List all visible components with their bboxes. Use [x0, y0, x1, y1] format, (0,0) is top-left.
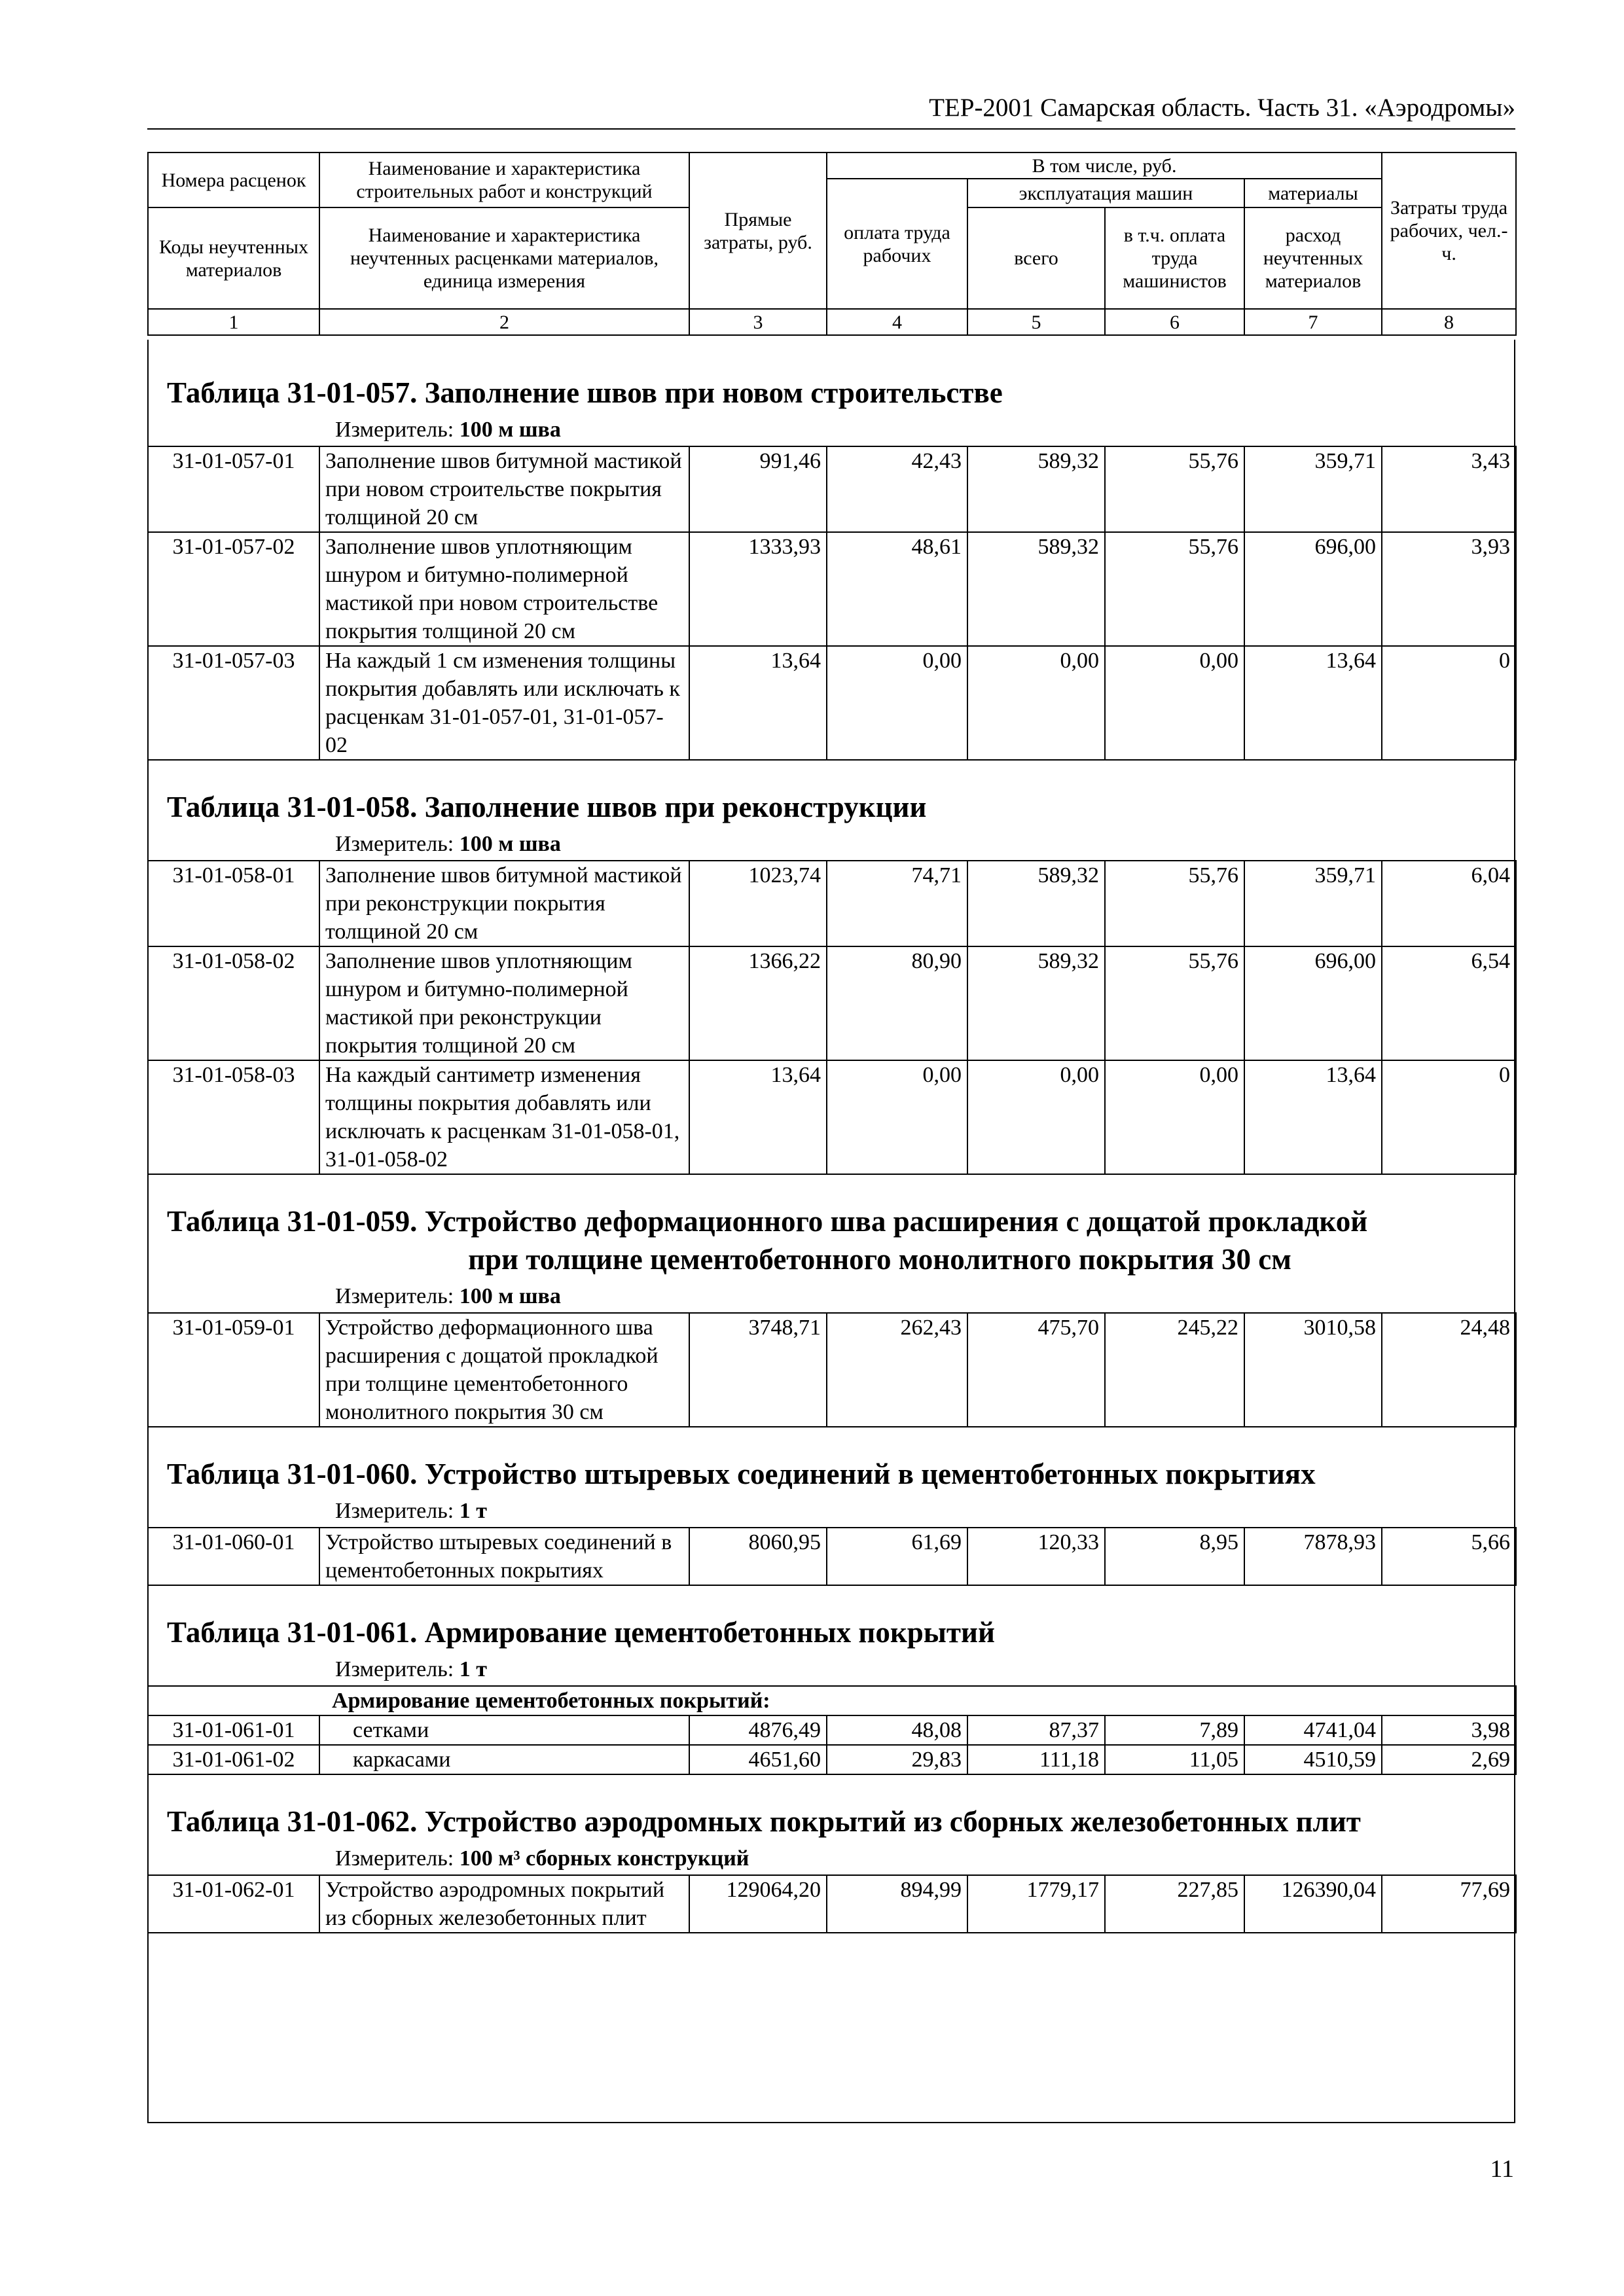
machinist-pay: 11,05: [1105, 1745, 1244, 1774]
direct-costs: 3748,71: [689, 1313, 827, 1427]
column-number: 6: [1105, 309, 1244, 335]
table-row: [148, 1060, 1516, 1174]
worker-pay: 74,71: [827, 861, 967, 946]
rates-table: [147, 446, 1517, 761]
direct-costs: 129064,20: [689, 1875, 827, 1933]
measure-value: 100 м шва: [459, 418, 561, 442]
measure-value: 1 т: [459, 1499, 487, 1523]
col7-header: расход неучтенных материалов: [1244, 207, 1382, 309]
labor-hours: 0: [1382, 1060, 1516, 1174]
measure-line: [335, 417, 1514, 443]
materials-cost: 13,64: [1244, 646, 1382, 760]
materials-cost: 3010,58: [1244, 1313, 1382, 1427]
rate-name: каркасами: [319, 1745, 689, 1774]
column-number: 1: [148, 309, 319, 335]
worker-pay: 61,69: [827, 1528, 967, 1585]
section-title: [167, 1202, 1514, 1278]
worker-pay: 0,00: [827, 1060, 967, 1174]
measure-value: 100 м шва: [459, 1284, 561, 1308]
labor-hours: 3,98: [1382, 1715, 1516, 1745]
rate-code: 31-01-057-02: [148, 532, 319, 646]
measure-line: [335, 1657, 1514, 1683]
rate-code: 31-01-061-02: [148, 1745, 319, 1774]
rate-name: Заполнение швов уплотняющим шнуром и битумно-полимерной мастикой при реконструкции покрытия толщиной 20 см: [319, 946, 689, 1060]
direct-costs: 991,46: [689, 446, 827, 532]
measure-value: 100 м³ сборных конструкций: [459, 1846, 749, 1871]
col2-bottom-header: Наименование и характеристика неучтенных расценками материалов, единица измерения: [319, 207, 689, 309]
col1-top-header: Номера расценок: [148, 152, 319, 207]
rate-code: 31-01-058-02: [148, 946, 319, 1060]
labor-hours: 6,54: [1382, 946, 1516, 1060]
page-header-title: ТЕР-2001 Самарская область. Часть 31. «Аэродромы»: [929, 94, 1515, 122]
materials-cost: 696,00: [1244, 946, 1382, 1060]
rates-table: [147, 1874, 1517, 1933]
section-title: Таблица 31-01-060. Устройство штыревых соединений в цементобетонных покрытиях: [167, 1458, 1316, 1490]
page-number: 11: [1490, 2155, 1514, 2183]
section-title: Таблица 31-01-057. Заполнение швов при новом строительстве: [167, 376, 1003, 409]
worker-pay: 48,08: [827, 1715, 967, 1745]
labor-hours: 24,48: [1382, 1313, 1516, 1427]
machinist-pay: 7,89: [1105, 1715, 1244, 1745]
machines-header: эксплуатация машин: [967, 179, 1244, 207]
rate-name: Заполнение швов битумной мастикой при реконструкции покрытия толщиной 20 см: [319, 861, 689, 946]
section-title-line1: Таблица 31-01-059. Устройство деформационного шва расширения с дощатой прокладкой: [167, 1205, 1368, 1238]
section-title: Таблица 31-01-062. Устройство аэродромных покрытий из сборных железобетонных плит: [167, 1805, 1361, 1838]
table-row: [148, 946, 1516, 1060]
measure-line: [335, 1283, 1514, 1310]
materials-header: материалы: [1244, 179, 1382, 207]
rates-content: [147, 340, 1515, 2123]
machinist-pay: 55,76: [1105, 861, 1244, 946]
section-title: Таблица 31-01-061. Армирование цементобетонных покрытий: [167, 1616, 995, 1649]
header-divider: [147, 128, 1515, 130]
labor-hours: 5,66: [1382, 1528, 1516, 1585]
labor-hours: 0: [1382, 646, 1516, 760]
direct-costs: 1023,74: [689, 861, 827, 946]
measure-label: Измеритель:: [335, 418, 454, 442]
worker-pay: 80,90: [827, 946, 967, 1060]
rate-name: Устройство штыревых соединений в цементобетонных покрытиях: [319, 1528, 689, 1585]
labor-hours: 6,04: [1382, 861, 1516, 946]
worker-pay: 29,83: [827, 1745, 967, 1774]
rate-code: 31-01-058-01: [148, 861, 319, 946]
worker-pay: 42,43: [827, 446, 967, 532]
column-number: 7: [1244, 309, 1382, 335]
machinist-pay: 227,85: [1105, 1875, 1244, 1933]
machinist-pay: 245,22: [1105, 1313, 1244, 1427]
materials-cost: 359,71: [1244, 861, 1382, 946]
table-row: [148, 1715, 1516, 1745]
col5-header: всего: [967, 207, 1105, 309]
worker-pay: 0,00: [827, 646, 967, 760]
measure-label: Измеритель:: [335, 832, 454, 856]
direct-costs: 1366,22: [689, 946, 827, 1060]
column-number: 8: [1382, 309, 1516, 335]
section-title: Таблица 31-01-058. Заполнение швов при реконструкции: [167, 791, 927, 823]
materials-cost: 7878,93: [1244, 1528, 1382, 1585]
rate-name: На каждый 1 см изменения толщины покрытия добавлять или исключать к расценкам 31-01-057-01, 31-01-057-02: [319, 646, 689, 760]
rate-code: 31-01-057-01: [148, 446, 319, 532]
column-number: 5: [967, 309, 1105, 335]
rate-name: На каждый сантиметр изменения толщины покрытия добавлять или исключать к расценкам 31-01-058-01, 31-01-058-02: [319, 1060, 689, 1174]
machines-total: 120,33: [967, 1528, 1105, 1585]
column-number: 2: [319, 309, 689, 335]
col8-header: Затраты труда рабочих, чел.-ч.: [1382, 152, 1516, 309]
measure-label: Измеритель:: [335, 1284, 454, 1308]
col4-header: оплата труда рабочих: [827, 179, 967, 309]
rate-name: Устройство деформационного шва расширения с дощатой прокладкой при толщине цементобетонного монолитного покрытия 30 см: [319, 1313, 689, 1427]
measure-label: Измеритель:: [335, 1846, 454, 1871]
direct-costs: 13,64: [689, 1060, 827, 1174]
rates-table: [147, 1527, 1517, 1586]
materials-cost: 126390,04: [1244, 1875, 1382, 1933]
machines-total: 87,37: [967, 1715, 1105, 1745]
column-header-table: [147, 152, 1517, 336]
col6-header: в т.ч. оплата труда машинистов: [1105, 207, 1244, 309]
rate-code: 31-01-062-01: [148, 1875, 319, 1933]
rate-code: 31-01-057-03: [148, 646, 319, 760]
worker-pay: 894,99: [827, 1875, 967, 1933]
group-heading: Армирование цементобетонных покрытий:: [148, 1686, 1516, 1715]
labor-hours: 3,43: [1382, 446, 1516, 532]
rates-table: [147, 1685, 1517, 1775]
direct-costs: 13,64: [689, 646, 827, 760]
rate-name: Устройство аэродромных покрытий из сборных железобетонных плит: [319, 1875, 689, 1933]
table-row: [148, 1875, 1516, 1933]
column-number-row: [148, 309, 1516, 335]
group-heading-row: [148, 1686, 1516, 1715]
machinist-pay: 8,95: [1105, 1528, 1244, 1585]
labor-hours: 77,69: [1382, 1875, 1516, 1933]
col1-bottom-header: Коды неучтенных материалов: [148, 207, 319, 309]
measure-label: Измеритель:: [335, 1499, 454, 1523]
table-row: [148, 1745, 1516, 1774]
machinist-pay: 55,76: [1105, 446, 1244, 532]
machines-total: 589,32: [967, 946, 1105, 1060]
machines-total: 589,32: [967, 532, 1105, 646]
machines-total: 0,00: [967, 1060, 1105, 1174]
materials-cost: 4510,59: [1244, 1745, 1382, 1774]
machines-total: 589,32: [967, 446, 1105, 532]
rate-code: 31-01-060-01: [148, 1528, 319, 1585]
machines-total: 111,18: [967, 1745, 1105, 1774]
labor-hours: 2,69: [1382, 1745, 1516, 1774]
materials-cost: 4741,04: [1244, 1715, 1382, 1745]
table-row: [148, 446, 1516, 532]
materials-cost: 696,00: [1244, 532, 1382, 646]
measure-line: [335, 831, 1514, 857]
machinist-pay: 55,76: [1105, 946, 1244, 1060]
rate-name: сетками: [319, 1715, 689, 1745]
worker-pay: 48,61: [827, 532, 967, 646]
measure-value: 1 т: [459, 1657, 487, 1681]
machines-total: 475,70: [967, 1313, 1105, 1427]
table-row: [148, 532, 1516, 646]
measure-label: Измеритель:: [335, 1657, 454, 1681]
rate-code: 31-01-058-03: [148, 1060, 319, 1174]
table-row: [148, 646, 1516, 760]
column-number: 4: [827, 309, 967, 335]
rate-code: 31-01-061-01: [148, 1715, 319, 1745]
machinist-pay: 55,76: [1105, 532, 1244, 646]
col3-header: Прямые затраты, руб.: [689, 152, 827, 309]
rate-name: Заполнение швов уплотняющим шнуром и битумно-полимерной мастикой при новом строительстве покрытия толщиной 20 см: [319, 532, 689, 646]
col2-top-header: Наименование и характеристика строительных работ и конструкций: [319, 152, 689, 207]
materials-cost: 359,71: [1244, 446, 1382, 532]
machines-total: 1779,17: [967, 1875, 1105, 1933]
incl-header: В том числе, руб.: [827, 152, 1382, 179]
direct-costs: 1333,93: [689, 532, 827, 646]
measure-value: 100 м шва: [459, 832, 561, 856]
table-row: [148, 1528, 1516, 1585]
machinist-pay: 0,00: [1105, 1060, 1244, 1174]
table-row: [148, 861, 1516, 946]
direct-costs: 8060,95: [689, 1528, 827, 1585]
rate-code: 31-01-059-01: [148, 1313, 319, 1427]
rate-name: Заполнение швов битумной мастикой при новом строительстве покрытия толщиной 20 см: [319, 446, 689, 532]
machines-total: 589,32: [967, 861, 1105, 946]
rates-table: [147, 860, 1517, 1175]
labor-hours: 3,93: [1382, 532, 1516, 646]
measure-line: [335, 1498, 1514, 1524]
machinist-pay: 0,00: [1105, 646, 1244, 760]
section-title-line2: при толщине цементобетонного монолитного покрытия 30 см: [468, 1243, 1291, 1276]
machines-total: 0,00: [967, 646, 1105, 760]
measure-line: [335, 1846, 1514, 1872]
rates-table: [147, 1312, 1517, 1427]
worker-pay: 262,43: [827, 1313, 967, 1427]
column-number: 3: [689, 309, 827, 335]
table-row: [148, 1313, 1516, 1427]
direct-costs: 4876,49: [689, 1715, 827, 1745]
direct-costs: 4651,60: [689, 1745, 827, 1774]
materials-cost: 13,64: [1244, 1060, 1382, 1174]
